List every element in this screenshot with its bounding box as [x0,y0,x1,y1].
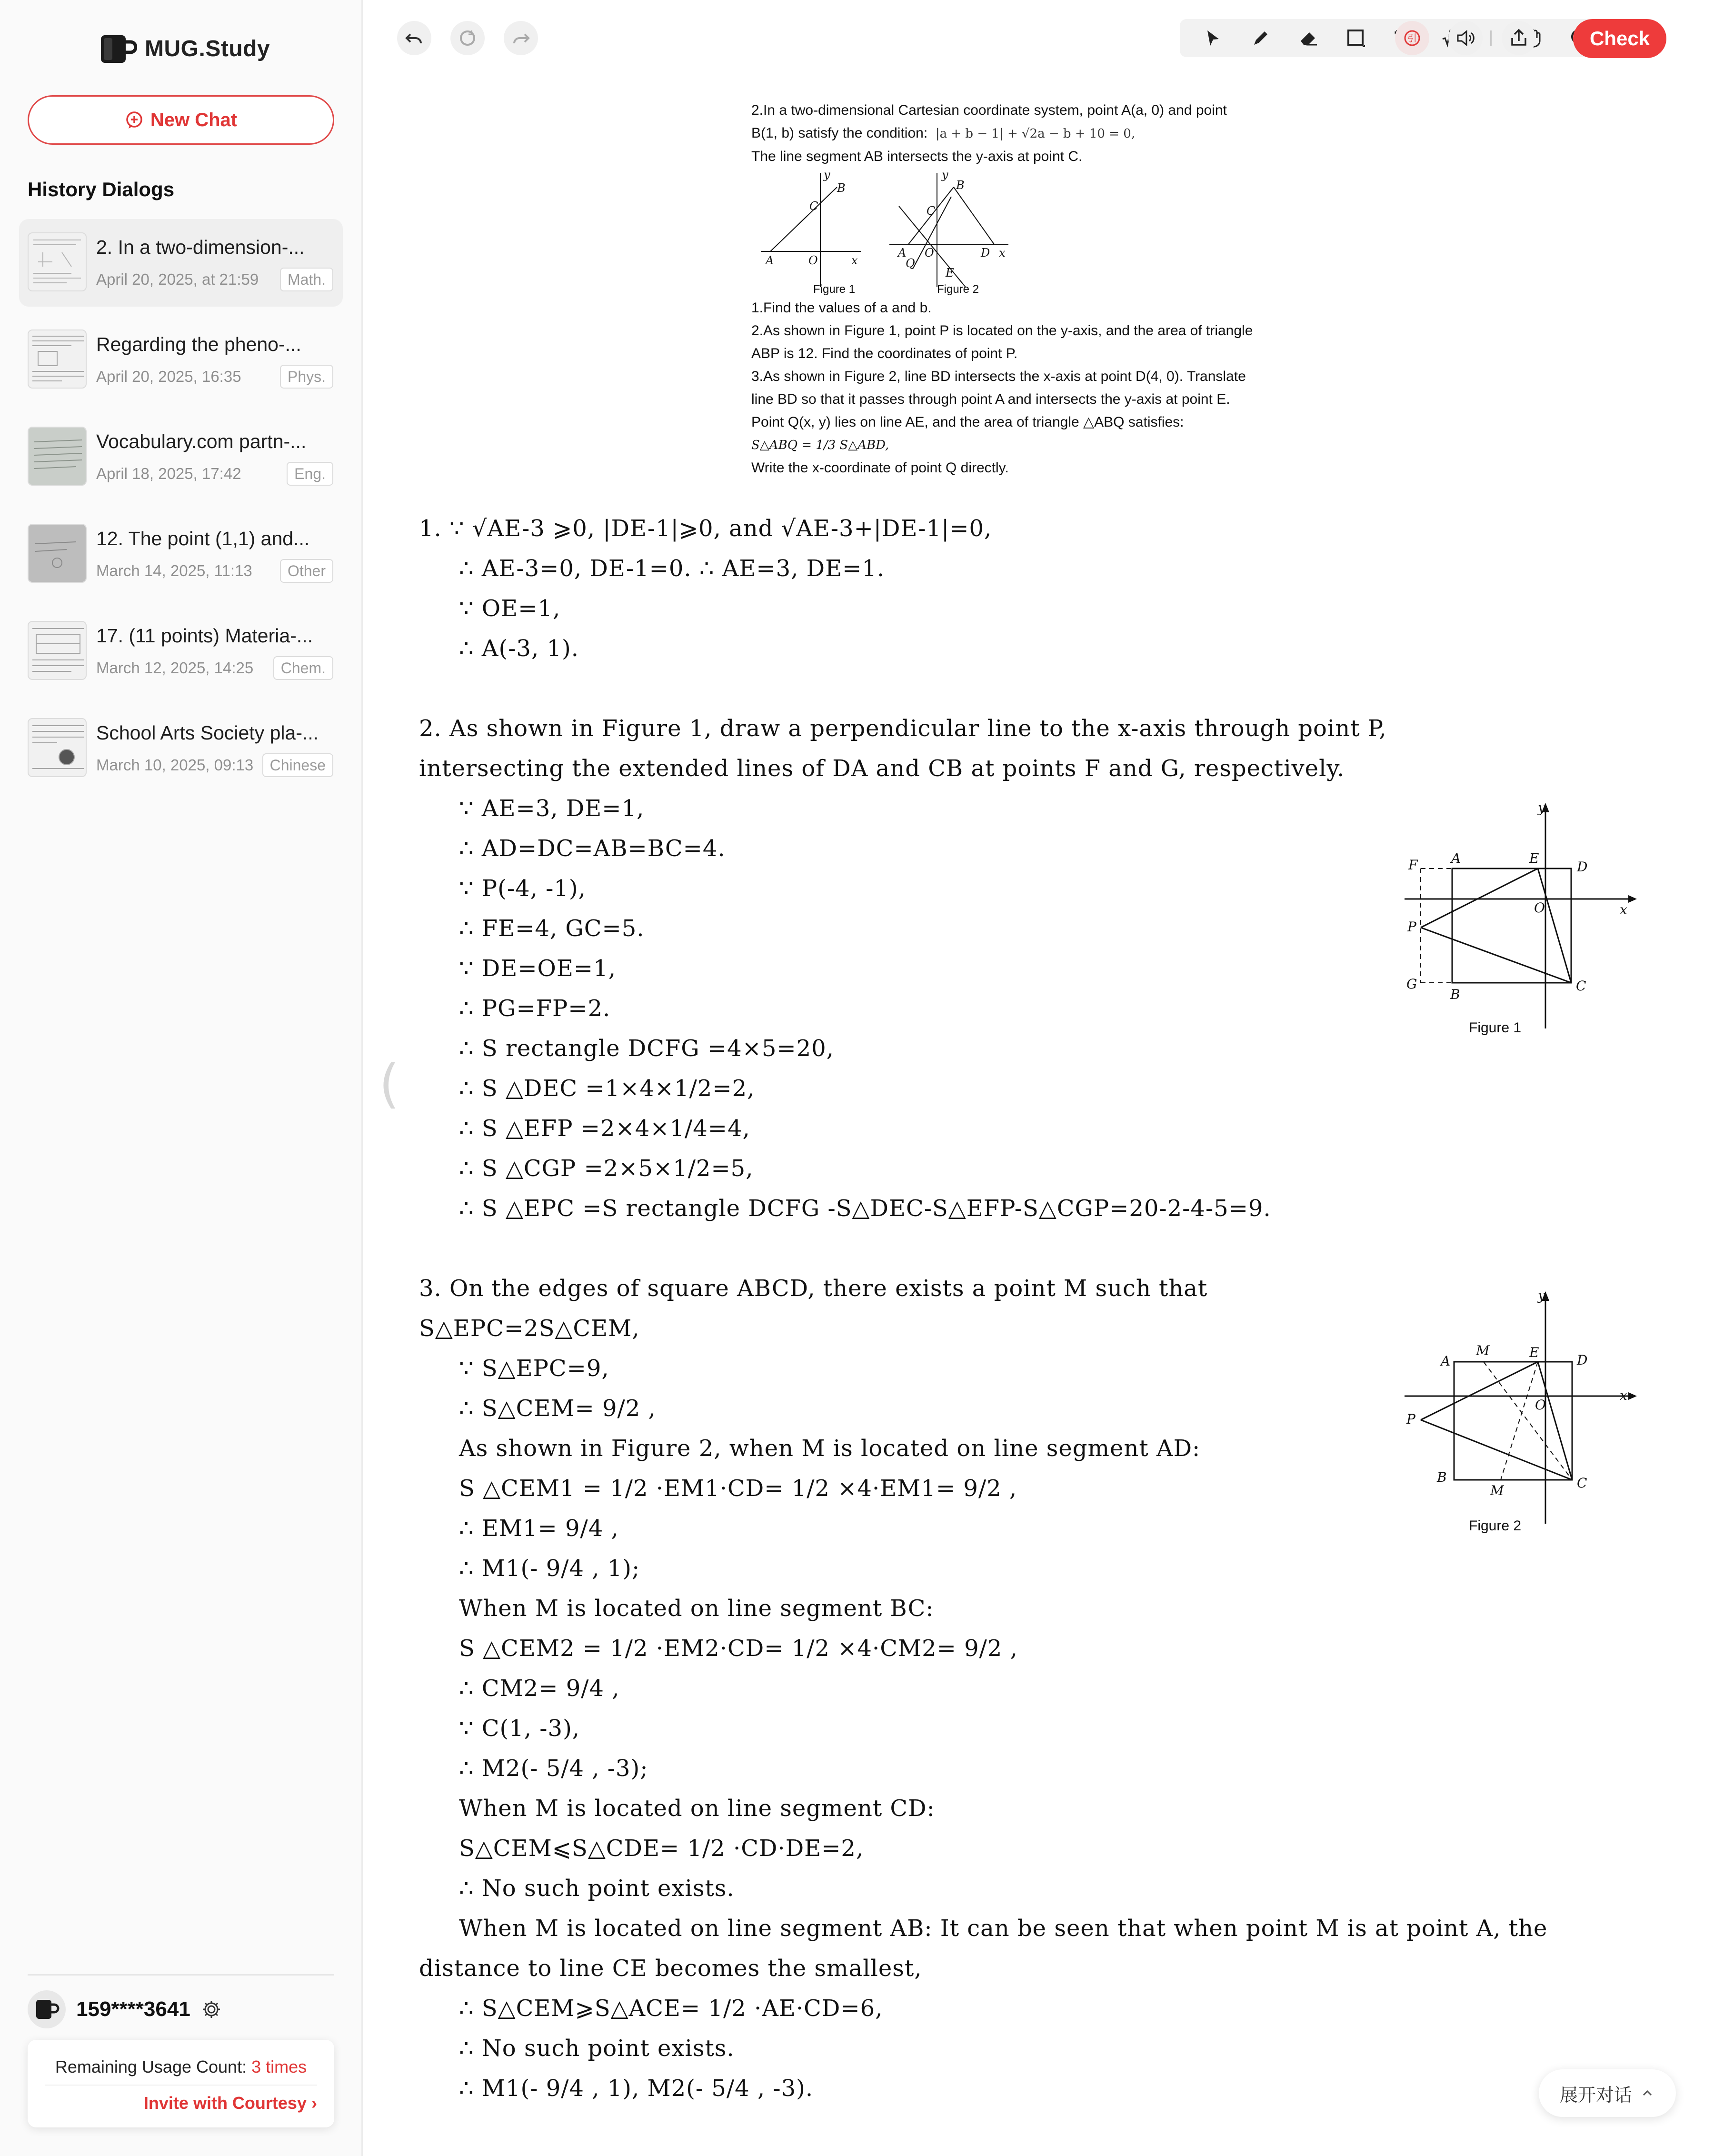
sidebar-divider [28,1974,334,1976]
problem-line: Point Q(x, y) lies on line AE, and the area of triangle △ABQ satisfies: [751,414,1184,430]
svg-text:B: B [956,179,965,192]
solution-line: 3. On the edges of square ABCD, there exists a point M such that [419,1275,1208,1302]
solution-line: ∴ M1(- 9/4 , 1), M2(- 5/4 , -3). [459,2075,814,2102]
usage-divider [45,2085,317,2086]
problem-line: The line segment AB intersects the y-axis at point C. [751,149,1083,164]
user-name: 159****3641 [76,1997,190,2021]
history-thumbnail [28,524,87,583]
solution-line: ∴ S△CEM= 9/2 , [459,1395,656,1422]
solution-figure-1 [1400,800,1638,1048]
share-icon [1508,28,1529,49]
solution-line: When M is located on line segment CD: [459,1795,935,1822]
history-date: April 20, 2025, 16:35 [96,368,241,385]
chevron-right-icon: › [311,2093,317,2113]
problem-line [751,122,1323,145]
svg-text:Q: Q [906,257,915,270]
redo-circle-button[interactable] [450,21,485,55]
eraser-icon [1298,28,1319,49]
history-title-text: Vocabulary.com partn-... [96,430,307,452]
redo-icon [510,28,531,49]
history-thumbnail [28,232,87,291]
app-logo[interactable] [99,31,270,66]
solution-line: ∵ AE=3, DE=1, [459,795,645,822]
svg-text:B: B [1450,987,1460,1002]
chat-plus-icon [125,110,144,130]
pen-icon [1250,28,1271,49]
history-subject-tag: Other [280,559,333,583]
mug-logo-icon [99,31,137,66]
svg-text:引: 引 [1407,32,1417,44]
solution-line: ∴ S △CGP =2×5×1/2=5, [459,1155,754,1182]
problem-condition-label: B(1, b) satisfy the condition: [751,125,928,141]
svg-text:M: M [1490,1483,1504,1498]
chevron-up-icon [1640,2086,1655,2101]
svg-text:D: D [981,246,990,260]
solution-line: ∵ P(-4, -1), [459,875,586,902]
svg-text:E: E [1529,1345,1539,1360]
history-title-text: Regarding the pheno-... [96,333,301,355]
problem-line: 1.Find the values of a and b. [751,300,932,316]
solution-line: ∴ AE-3=0, DE-1=0. ∴ AE=3, DE=1. [459,555,885,582]
history-title-text: School Arts Society pla-... [96,722,319,744]
expand-conversation-button[interactable] [1539,2069,1676,2117]
solution-line: ∴ S△CEM⩾S△ACE= 1/2 ·AE·CD=6, [459,1995,883,2022]
usage-text [28,2057,334,2077]
history-item[interactable] [19,510,343,598]
app-name: MUG.Study [145,36,270,61]
history-item[interactable] [19,413,343,501]
problem-condition: |a + b − 1| + √2a − b + 10 = 0, [935,127,1136,141]
svg-text:C: C [809,200,818,213]
new-chat-label: New Chat [150,109,238,130]
solution-line: ∴ S rectangle DCFG =4×5=20, [459,1035,834,1062]
usage-label: Remaining Usage Count: [55,2057,247,2076]
svg-text:O: O [808,254,818,267]
usage-count: 3 times [251,2057,307,2076]
svg-text:y: y [1538,800,1545,816]
svg-text:O: O [1535,1397,1546,1413]
problem-line: 3.As shown in Figure 2, line BD intersects the x-axis at point D(4, 0). Translate [751,369,1246,384]
problem-statement-image [751,99,1323,479]
solution-line: ∴ No such point exists. [459,1875,735,1902]
collapse-handle[interactable]: ( [379,1053,399,1114]
svg-text:M: M [1476,1343,1490,1358]
svg-text:F: F [1408,857,1418,873]
history-date: March 12, 2025, 14:25 [96,659,254,677]
avatar [28,1990,66,2028]
solution-line: When M is located on line segment AB: It can be seen that when point M is at point A, the [459,1915,1548,1942]
solution-line: ∴ EM1= 9/4 , [459,1515,619,1542]
svg-text:E: E [1529,850,1539,866]
solution-line: S △CEM1 = 1/2 ·EM1·CD= 1/2 ×4·EM1= 9/2 , [459,1475,1017,1502]
problem-fig2-caption: Figure 2 [937,283,979,296]
solution-line: ∴ FE=4, GC=5. [459,915,645,942]
cursor-icon [1203,28,1224,49]
svg-text:y: y [942,168,948,181]
audio-button[interactable] [1448,21,1483,55]
svg-text:C: C [927,204,936,218]
expand-label: 展开对话 [1559,2085,1632,2106]
undo-button[interactable] [397,21,431,55]
solution-line: ∴ S △EFP =2×4×1/4=4, [459,1115,750,1142]
invite-link[interactable] [144,2093,317,2113]
check-button[interactable]: Check [1573,19,1666,58]
history-item[interactable] [19,705,343,792]
svg-text:A: A [898,246,907,260]
svg-text:P: P [1406,1411,1415,1427]
svg-text:y: y [824,168,830,181]
solution-line: ∵ OE=1, [459,595,561,622]
history-thumbnail [28,329,87,389]
problem-line: Write the x-coordinate of point Q directly. [751,460,1009,476]
solution-line: ∴ S △EPC =S rectangle DCFG -S△DEC-S△EFP-S△CGP=20-2-4-5=9. [459,1195,1271,1222]
solution-fig1-caption: Figure 1 [1469,1020,1522,1036]
history-list [19,219,343,802]
svg-text:O: O [925,246,934,260]
history-subject-tag: Chinese [262,753,333,777]
share-button[interactable] [1502,21,1536,55]
history-subject-tag: Math. [280,268,333,291]
solution-line: ∵ DE=OE=1, [459,955,616,982]
svg-text:A: A [1451,850,1461,866]
history-date: April 18, 2025, 17:42 [96,465,241,482]
history-date: March 14, 2025, 11:13 [96,562,252,579]
svg-text:E: E [946,266,954,279]
solution-line: When M is located on line segment BC: [459,1595,934,1622]
solution-line: S△EPC=2S△CEM, [419,1315,640,1342]
history-item[interactable] [19,219,343,307]
problem-figure-2 [880,168,1023,297]
top-toolbar [363,0,1714,76]
history-date: March 10, 2025, 09:13 [96,756,254,774]
svg-text:y: y [1538,1288,1545,1303]
usage-card [28,2040,334,2127]
solution-fig2-caption: Figure 2 [1469,1518,1522,1534]
solution-line: ∵ S△EPC=9, [459,1355,609,1382]
cite-button[interactable] [1395,21,1429,55]
solution-line: ∴ S △DEC =1×4×1/2=2, [459,1075,755,1102]
solution-line: intersecting the extended lines of DA and CB at points F and G, respectively. [419,755,1345,782]
history-date: April 20, 2025, at 21:59 [96,270,259,288]
history-item[interactable] [19,608,343,695]
problem-fig1-caption: Figure 1 [813,283,856,296]
svg-text:x: x [851,254,858,267]
problem-figure-1 [756,168,880,297]
pointer-tool[interactable] [1199,24,1227,52]
gear-icon[interactable] [201,1999,222,2020]
solution-line: ∴ CM2= 9/4 , [459,1675,620,1702]
history-thumbnail [28,621,87,680]
svg-text:G: G [1406,976,1417,992]
refresh-icon [457,28,478,49]
solution-line: ∴ AD=DC=AB=BC=4. [459,835,726,862]
solution-line: ∴ No such point exists. [459,2035,735,2062]
solution-line: S△CEM⩽S△CDE= 1/2 ·CD·DE=2, [459,1835,864,1862]
svg-text:x: x [1620,1387,1627,1403]
history-subject-tag: Eng. [287,462,333,486]
redo-button[interactable] [504,21,538,55]
svg-text:C: C [1576,978,1586,994]
history-thumbnail [28,718,87,777]
svg-text:B: B [837,181,846,195]
history-subject-tag: Phys. [280,365,333,389]
problem-line: 2.As shown in Figure 1, point P is located on the y-axis, and the area of triangle [751,323,1253,339]
solution-line: ∴ M2(- 5/4 , -3); [459,1755,648,1782]
solution-line: ∴ A(-3, 1). [459,635,579,662]
solution-figure-2 [1400,1286,1638,1543]
undo-icon [404,28,425,49]
problem-figures [751,168,1323,297]
svg-text:C: C [1577,1475,1587,1491]
solution-line: ∴ PG=FP=2. [459,995,611,1022]
user-profile[interactable] [28,1990,222,2028]
history-title-text: 12. The point (1,1) and... [96,528,310,549]
pen-tool[interactable] [1246,24,1275,52]
rectangle-tool[interactable] [1342,24,1370,52]
cite-icon [1402,28,1423,49]
sidebar [0,0,363,2156]
history-title-text: 2. In a two-dimension-... [96,236,305,258]
svg-text:P: P [1407,919,1416,935]
svg-text:D: D [1577,1352,1588,1368]
solution-line: ∵ C(1, -3), [459,1715,580,1742]
solution-line: S △CEM2 = 1/2 ·EM2·CD= 1/2 ×4·CM2= 9/2 , [459,1635,1018,1662]
svg-text:O: O [1534,900,1545,916]
svg-text:x: x [1620,902,1627,918]
problem-line: line BD so that it passes through point A and intersects the y-axis at point E. [751,391,1230,407]
svg-text:x: x [999,246,1006,260]
history-thumbnail [28,427,87,486]
problem-line: 2.In a two-dimensional Cartesian coordinate system, point A(a, 0) and point [751,102,1227,118]
problem-line: S△ABQ = 1/3 S△ABD, [751,438,889,452]
svg-text:B: B [1437,1469,1447,1485]
svg-text:D: D [1577,859,1588,875]
solution-line: distance to line CE becomes the smallest, [419,1955,922,1982]
rectangle-icon [1345,28,1366,49]
history-item[interactable] [19,316,343,404]
speaker-icon [1455,28,1476,49]
history-subject-tag: Chem. [273,656,333,680]
solution-line: As shown in Figure 2, when M is located on line segment AD: [459,1435,1201,1462]
problem-line: ABP is 12. Find the coordinates of point P. [751,346,1018,361]
history-title: History Dialogs [28,178,175,200]
invite-label: Invite with Courtesy [143,2093,307,2113]
solution-line: 2. As shown in Figure 1, draw a perpendicular line to the x-axis through point P, [419,715,1387,742]
new-chat-button[interactable] [28,95,334,145]
history-title-text: 17. (11 points) Materia-... [96,625,313,647]
eraser-tool[interactable] [1294,24,1323,52]
solution-line: 1. ∵ √AE-3 ⩾0, |DE-1|⩾0, and √AE-3+|DE-1|=0, [419,515,992,542]
toolbar-separator [1490,30,1492,46]
svg-text:A: A [1441,1353,1451,1369]
solution-line: ∴ M1(- 9/4 , 1); [459,1555,640,1582]
svg-text:A: A [766,254,774,267]
